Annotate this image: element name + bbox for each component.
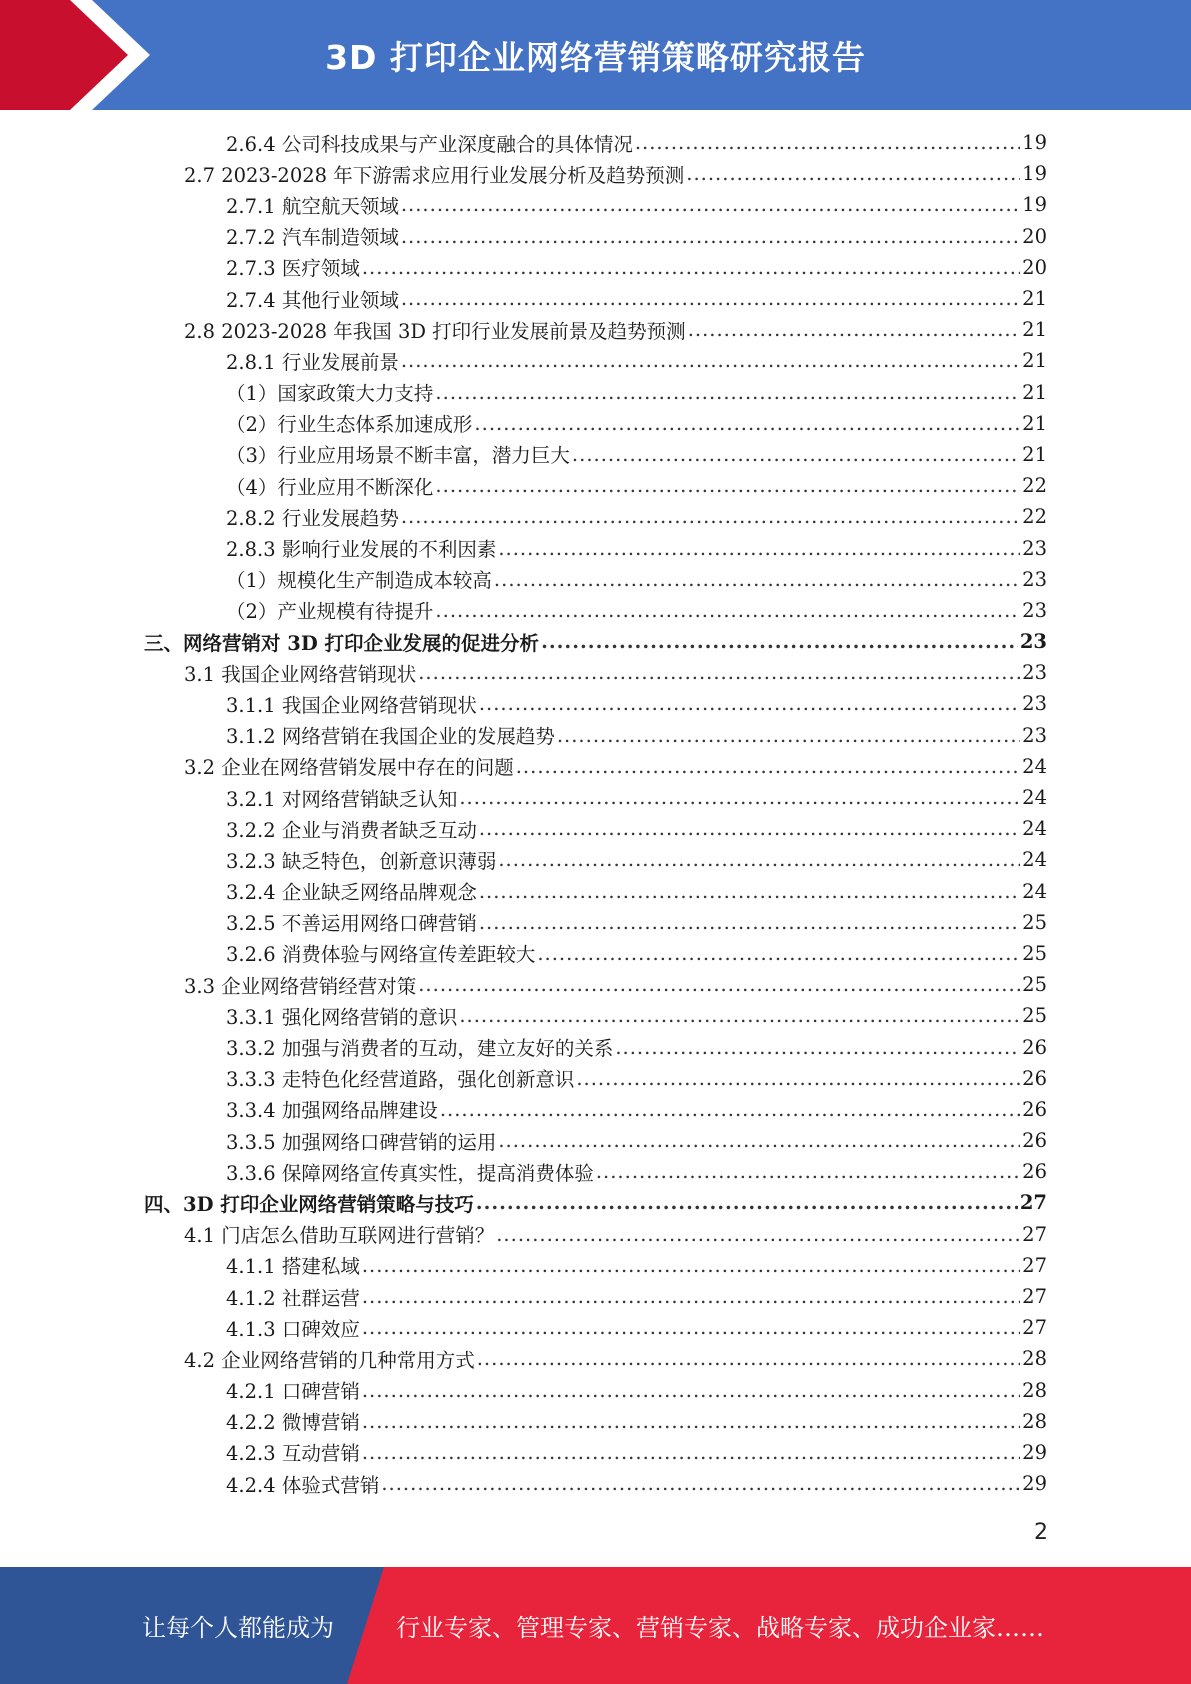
toc-entry-page: 21 — [1022, 380, 1047, 404]
toc-entry[interactable] — [0, 470, 1191, 501]
toc-entry[interactable] — [0, 1312, 1191, 1343]
toc-entry[interactable] — [0, 595, 1191, 626]
toc-dot-leader — [476, 1191, 1018, 1214]
toc-dot-leader — [435, 599, 1020, 622]
toc-entry[interactable] — [0, 408, 1191, 439]
toc-entry[interactable] — [0, 782, 1191, 813]
toc-dot-leader — [474, 412, 1020, 435]
toc-entry-page: 26 — [1022, 1160, 1047, 1184]
toc-dot-leader — [498, 1129, 1020, 1152]
toc-entry[interactable] — [0, 813, 1191, 844]
toc-dot-leader — [479, 911, 1020, 934]
toc-entry-page: 25 — [1022, 910, 1047, 934]
toc-entry-page: 21 — [1022, 411, 1047, 435]
toc-entry-label: 2.7.2 汽车制造领域 — [226, 226, 399, 250]
toc-entry-page: 24 — [1022, 848, 1047, 872]
toc-entry[interactable] — [0, 1000, 1191, 1031]
toc-dot-leader — [459, 786, 1020, 809]
toc-entry-label: 2.8.3 影响行业发展的不利因素 — [226, 538, 497, 562]
toc-entry[interactable] — [0, 1250, 1191, 1281]
toc-entry[interactable] — [0, 1468, 1191, 1499]
toc-entry-label: 3.1.2 网络营销在我国企业的发展趋势 — [226, 725, 555, 749]
toc-entry-label: （1）国家政策大力支持 — [226, 382, 434, 406]
toc-entry-label: 3.2.3 缺乏特色，创新意识薄弱 — [226, 849, 497, 873]
toc-entry-label: 3.3 企业网络营销经营对策 — [184, 974, 417, 998]
toc-entry[interactable] — [0, 751, 1191, 782]
toc-entry-page: 21 — [1022, 318, 1047, 342]
toc-entry-page: 24 — [1022, 879, 1047, 903]
toc-entry-page: 26 — [1022, 1035, 1047, 1059]
toc-dot-leader — [418, 661, 1020, 684]
toc-entry-page: 21 — [1022, 287, 1047, 311]
toc-entry-label: 4.1.3 口碑效应 — [226, 1317, 360, 1341]
toc-entry-label: 4.2.3 互动营销 — [226, 1442, 360, 1466]
toc-entry-label: 4.2.4 体验式营销 — [226, 1473, 380, 1497]
toc-entry[interactable] — [0, 283, 1191, 314]
toc-entry[interactable] — [0, 564, 1191, 595]
toc-entry[interactable] — [0, 657, 1191, 688]
toc-entry[interactable] — [0, 907, 1191, 938]
toc-dot-leader — [435, 381, 1020, 404]
toc-dot-leader — [362, 1410, 1020, 1433]
toc-entry-page: 27 — [1022, 1316, 1047, 1340]
toc-entry[interactable] — [0, 844, 1191, 875]
toc-entry-page: 19 — [1022, 193, 1047, 217]
toc-dot-leader — [459, 1004, 1020, 1027]
toc-entry-label: （4）行业应用不断深化 — [226, 475, 434, 499]
toc-entry[interactable] — [0, 221, 1191, 252]
toc-entry-page: 28 — [1022, 1347, 1047, 1371]
toc-dot-leader — [498, 537, 1020, 560]
toc-dot-leader — [435, 474, 1020, 497]
toc-entry[interactable] — [0, 876, 1191, 907]
toc-entry-page: 22 — [1022, 505, 1047, 529]
toc-entry-label: 2.7.3 医疗领域 — [226, 257, 360, 281]
toc-entry-page: 28 — [1022, 1409, 1047, 1433]
toc-entry-page: 25 — [1022, 1004, 1047, 1028]
toc-entry[interactable] — [0, 189, 1191, 220]
toc-entry-page: 26 — [1022, 1129, 1047, 1153]
toc-dot-leader — [440, 1098, 1020, 1121]
toc-entry-label: 三、网络营销对 3D 打印企业发展的促进分析 — [144, 631, 540, 655]
toc-entry[interactable] — [0, 1281, 1191, 1312]
toc-entry-page: 28 — [1022, 1378, 1047, 1402]
toc-entry-label: 2.7.4 其他行业领域 — [226, 288, 399, 312]
toc-entry-label: 3.2.2 企业与消费者缺乏互动 — [226, 818, 477, 842]
toc-dot-leader — [362, 1285, 1020, 1308]
toc-entry[interactable] — [0, 938, 1191, 969]
toc-dot-leader — [615, 1036, 1020, 1059]
toc-dot-leader — [362, 1379, 1020, 1402]
toc-entry-label: 2.7.1 航空航天领域 — [226, 194, 399, 218]
toc-entry-page: 23 — [1022, 661, 1047, 685]
toc-entry[interactable] — [0, 1063, 1191, 1094]
page-header — [0, 0, 1191, 110]
toc-entry-page: 21 — [1022, 442, 1047, 466]
toc-dot-leader — [479, 817, 1020, 840]
toc-entry-label: 2.8 2023-2028 年我国 3D 打印行业发展前景及趋势预测 — [184, 319, 686, 343]
toc-entry-label: 2.8.2 行业发展趋势 — [226, 506, 399, 530]
toc-dot-leader — [557, 724, 1020, 747]
toc-entry-page: 27 — [1022, 1285, 1047, 1309]
toc-entry-label: 4.1.1 搭建私域 — [226, 1255, 360, 1279]
toc-entry-page: 23 — [1022, 723, 1047, 747]
toc-dot-leader — [362, 256, 1020, 279]
toc-dot-leader — [688, 318, 1020, 341]
toc-entry[interactable] — [0, 1125, 1191, 1156]
toc-entry-page: 24 — [1022, 786, 1047, 810]
footer-slogan-left: 让每个人都能成为 — [142, 1614, 334, 1642]
toc-entry-label: （1）规模化生产制造成本较高 — [226, 569, 492, 593]
toc-entry-label: 3.2 企业在网络营销发展中存在的问题 — [184, 756, 514, 780]
toc-entry[interactable] — [0, 1375, 1191, 1406]
toc-entry-page: 23 — [1022, 692, 1047, 716]
toc-entry-page: 27 — [1019, 1191, 1047, 1215]
toc-entry-label: 3.1.1 我国企业网络营销现状 — [226, 693, 477, 717]
toc-dot-leader — [362, 1441, 1020, 1464]
toc-entry-page: 27 — [1022, 1222, 1047, 1246]
toc-dot-leader — [494, 568, 1020, 591]
toc-entry-label: 2.8.1 行业发展前景 — [226, 350, 399, 374]
toc-dot-leader — [401, 225, 1020, 248]
toc-entry-label: 3.3.2 加强与消费者的互动，建立友好的关系 — [226, 1037, 614, 1061]
toc-entry[interactable] — [0, 252, 1191, 283]
toc-entry-label: 3.2.6 消费体验与网络宣传差距较大 — [226, 943, 536, 967]
toc-entry[interactable] — [0, 688, 1191, 719]
toc-entry[interactable] — [0, 626, 1191, 657]
toc-entry-page: 29 — [1022, 1440, 1047, 1464]
toc-entry-page: 24 — [1022, 754, 1047, 778]
toc-dot-leader — [572, 443, 1020, 466]
toc-entry-label: 3.3.4 加强网络品牌建设 — [226, 1099, 438, 1123]
toc-dot-leader — [516, 755, 1020, 778]
toc-entry-label: 4.1.2 社群运营 — [226, 1286, 360, 1310]
toc-dot-leader — [401, 287, 1020, 310]
toc-entry[interactable] — [0, 377, 1191, 408]
toc-dot-leader — [381, 1472, 1020, 1495]
toc-entry-label: （2）产业规模有待提升 — [226, 600, 434, 624]
toc-entry[interactable] — [0, 501, 1191, 532]
toc-entry-page: 24 — [1022, 817, 1047, 841]
toc-entry-page: 19 — [1022, 131, 1047, 155]
toc-entry-label: 3.3.3 走特色化经营道路，强化创新意识 — [226, 1068, 575, 1092]
toc-entry-label: 3.3.5 加强网络口碑营销的运用 — [226, 1130, 497, 1154]
toc-entry-page: 23 — [1022, 598, 1047, 622]
toc-entry-label: 4.2.1 口碑营销 — [226, 1380, 360, 1404]
page-footer — [0, 1567, 1191, 1684]
toc-dot-leader — [477, 1347, 1020, 1370]
toc-entry-label: 3.2.1 对网络营销缺乏认知 — [226, 787, 458, 811]
toc-entry[interactable] — [0, 439, 1191, 470]
toc-entry-label: 4.2.2 微博营销 — [226, 1411, 360, 1435]
toc-dot-leader — [596, 1160, 1020, 1183]
toc-entry-label: 2.7 2023-2028 年下游需求应用行业发展分析及趋势预测 — [184, 163, 685, 187]
toc-entry[interactable] — [0, 158, 1191, 189]
toc-entry-page: 29 — [1022, 1472, 1047, 1496]
toc-dot-leader — [401, 193, 1020, 216]
toc-entry-page: 23 — [1022, 567, 1047, 591]
red-chevron-decoration — [0, 0, 150, 110]
toc-entry-label: 四、3D 打印企业网络营销策略与技巧 — [144, 1192, 474, 1216]
toc-dot-leader — [479, 880, 1020, 903]
toc-dot-leader — [418, 973, 1020, 996]
toc-entry[interactable] — [0, 314, 1191, 345]
toc-dot-leader — [496, 1223, 1020, 1246]
toc-dot-leader — [537, 942, 1020, 965]
toc-entry-label: 3.1 我国企业网络营销现状 — [184, 662, 417, 686]
toc-entry-page: 23 — [1022, 536, 1047, 560]
toc-entry-page: 20 — [1022, 255, 1047, 279]
toc-entry[interactable] — [0, 1187, 1191, 1218]
toc-entry-page: 19 — [1022, 162, 1047, 186]
toc-dot-leader — [576, 1067, 1020, 1090]
toc-entry-page: 26 — [1022, 1097, 1047, 1121]
toc-entry-label: 4.2 企业网络营销的几种常用方式 — [184, 1348, 475, 1372]
toc-entry[interactable] — [0, 532, 1191, 563]
toc-dot-leader — [498, 848, 1020, 871]
toc-dot-leader — [479, 692, 1020, 715]
toc-entry[interactable] — [0, 1156, 1191, 1187]
toc-dot-leader — [635, 131, 1020, 154]
toc-entry-page: 25 — [1022, 941, 1047, 965]
page-number: 2 — [1034, 1520, 1048, 1545]
toc-entry-label: 3.2.4 企业缺乏网络品牌观念 — [226, 881, 477, 905]
toc-dot-leader — [686, 162, 1020, 185]
toc-dot-leader — [541, 630, 1018, 653]
toc-entry-page: 21 — [1022, 349, 1047, 373]
toc-entry-page: 20 — [1022, 224, 1047, 248]
toc-entry-label: 4.1 门店怎么借助互联网进行营销？ — [184, 1224, 495, 1248]
toc-entry[interactable] — [0, 1219, 1191, 1250]
toc-entry[interactable] — [0, 1437, 1191, 1468]
toc-dot-leader — [401, 349, 1020, 372]
toc-entry-page: 23 — [1019, 630, 1047, 654]
footer-slogan-right: 行业专家、管理专家、营销专家、战略专家、成功企业家…… — [396, 1614, 1044, 1642]
toc-entry[interactable] — [0, 1343, 1191, 1374]
toc-entry-label: 3.3.1 强化网络营销的意识 — [226, 1005, 458, 1029]
toc-entry-label: 3.2.5 不善运用网络口碑营销 — [226, 912, 477, 936]
toc-dot-leader — [362, 1316, 1020, 1339]
toc-entry-page: 26 — [1022, 1066, 1047, 1090]
toc-entry-label: 2.6.4 公司科技成果与产业深度融合的具体情况 — [226, 132, 633, 156]
toc-entry-label: （3）行业应用场景不断丰富，潜力巨大 — [226, 444, 570, 468]
toc-entry[interactable] — [0, 720, 1191, 751]
toc-entry-page: 22 — [1022, 474, 1047, 498]
toc-entry[interactable] — [0, 345, 1191, 376]
toc-entry[interactable] — [0, 1031, 1191, 1062]
toc-entry-page: 25 — [1022, 973, 1047, 997]
toc-entry-label: 3.3.6 保障网络宣传真实性，提高消费体验 — [226, 1161, 594, 1185]
toc-entry[interactable] — [0, 1406, 1191, 1437]
toc-entry[interactable] — [0, 1094, 1191, 1125]
toc-dot-leader — [362, 1254, 1020, 1277]
document-title: 3D 打印企业网络营销策略研究报告 — [325, 37, 866, 77]
toc-entry[interactable] — [0, 969, 1191, 1000]
toc-entry-label: （2）行业生态体系加速成形 — [226, 413, 473, 437]
toc-entry[interactable] — [0, 127, 1191, 158]
toc-entry-page: 27 — [1022, 1253, 1047, 1277]
table-of-contents — [0, 127, 1191, 1499]
toc-dot-leader — [401, 505, 1020, 528]
